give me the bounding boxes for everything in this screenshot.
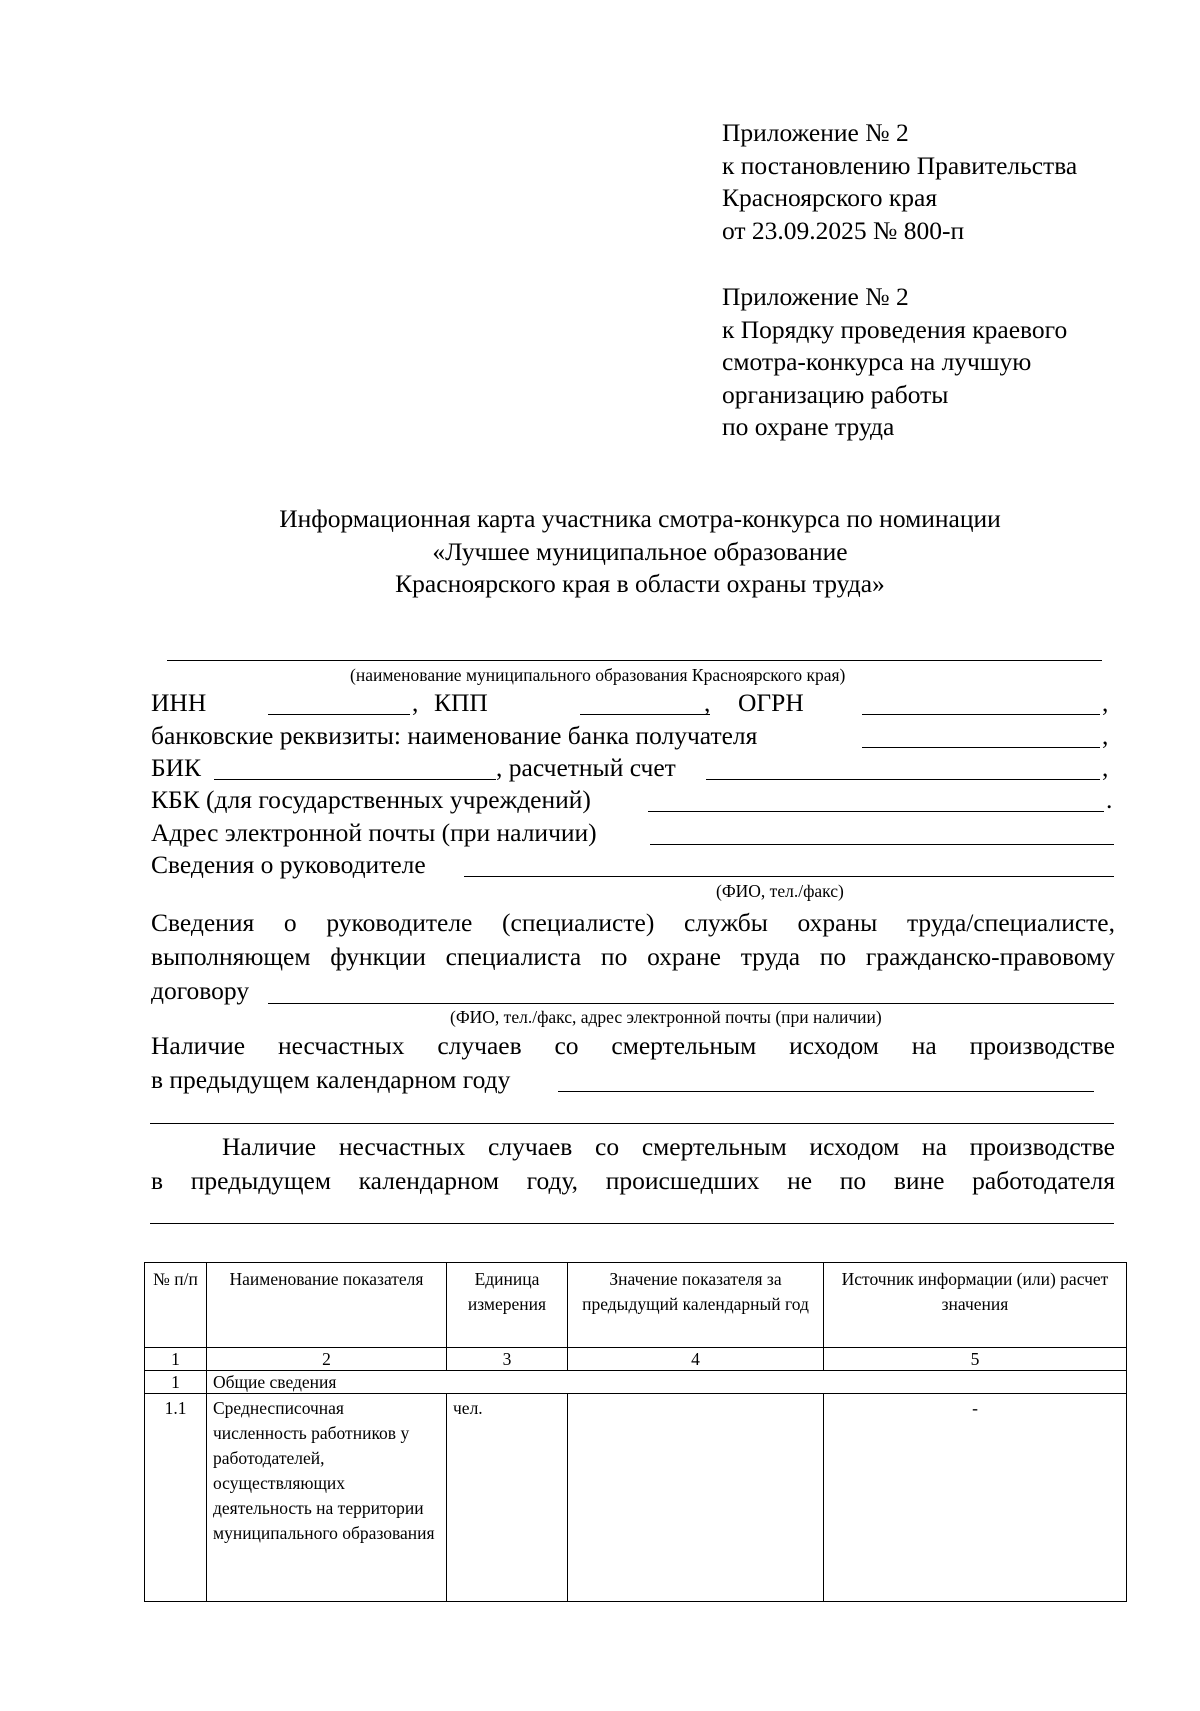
appendix-line: к Порядку проведения краевого (722, 314, 1068, 344)
column-number: 2 (207, 1348, 447, 1371)
comma: , (1102, 721, 1109, 750)
bik-label: БИК (151, 753, 202, 782)
section-title: Общие сведения (207, 1371, 1127, 1394)
appendix-procedure-block (722, 281, 1067, 444)
column-numbers-row (145, 1348, 1127, 1371)
fatal-accidents-field[interactable] (558, 1091, 1094, 1092)
kpp-label: КПП (434, 688, 488, 717)
kpp-field[interactable] (580, 714, 710, 715)
row-value-cell[interactable] (568, 1394, 824, 1602)
bank-name-field[interactable] (862, 747, 1100, 748)
account-label: , расчетный счет (496, 753, 676, 782)
specialist-field[interactable] (268, 1003, 1114, 1004)
appendix-line: от 23.09.2025 № 800-п (722, 215, 965, 245)
fatal-accidents-line: в предыдущем календарном году (151, 1065, 511, 1094)
appendix-line: смотра-конкурса на лучшую (722, 347, 1032, 376)
header-value: Значение показателя за предыдущий календарный год (568, 1263, 824, 1348)
title-line: «Лучшее муниципальное образование (432, 536, 848, 566)
kbk-label: КБК (для государственных учреждений) (151, 785, 591, 814)
table-header-row (145, 1263, 1127, 1348)
row-unit: чел. (447, 1394, 568, 1602)
column-number: 5 (824, 1348, 1127, 1371)
fatal-nofault-line: в предыдущем календарном году, происшедших не по вине работодателя (151, 1166, 1115, 1195)
section-row (145, 1371, 1127, 1394)
column-number: 1 (145, 1348, 207, 1371)
appendix-line: к постановлению Правительства (722, 150, 1078, 180)
fatal-nofault-line: Наличие несчастных случаев со смертельным исходом на производстве (222, 1132, 1115, 1161)
specialist-line: договору (151, 976, 250, 1005)
head-caption: (ФИО, тел./факс) (716, 881, 844, 901)
section-number: 1 (145, 1371, 207, 1394)
row-indicator-name: Среднесписочная численность работников у работодателей, осуществляющих деятельность на территории муниципального образования (207, 1394, 447, 1602)
comma: , (704, 688, 711, 717)
document-title (150, 503, 1130, 601)
inn-label: ИНН (151, 688, 207, 717)
municipality-caption: (наименование муниципального образования Красноярского края) (350, 665, 846, 685)
appendix-line: Приложение № 2 (722, 282, 909, 311)
comma: , (412, 688, 419, 717)
specialist-line: Сведения о руководителе (специалисте) службы охраны труда/специалисте, (151, 908, 1115, 937)
head-label: Сведения о руководителе (151, 850, 426, 879)
ogrn-label: ОГРН (738, 688, 804, 717)
email-field[interactable] (650, 844, 1114, 845)
inn-field[interactable] (268, 714, 410, 715)
municipality-name-field[interactable] (167, 660, 1102, 661)
period: . (1106, 785, 1113, 814)
ogrn-field[interactable] (862, 714, 1100, 715)
email-label: Адрес электронной почты (при наличии) (151, 818, 597, 847)
header-source: Источник информации (или) расчет значения (824, 1263, 1127, 1348)
fatal-accidents-line: Наличие несчастных случаев со смертельным исходом на производстве (151, 1031, 1115, 1060)
comma: , (1102, 688, 1109, 717)
fatal-nofault-field[interactable] (150, 1223, 1114, 1224)
row-source: - (824, 1394, 1127, 1602)
appendix-line: Красноярского края (722, 183, 938, 212)
specialist-caption: (ФИО, тел./факс, адрес электронной почты (при наличии) (450, 1007, 882, 1027)
row-number: 1.1 (145, 1394, 207, 1602)
bik-field[interactable] (214, 779, 496, 780)
kbk-field[interactable] (648, 811, 1104, 812)
header-unit: Единица измерения (447, 1263, 568, 1348)
appendix-line: по охране труда (722, 412, 895, 441)
header-indicator-name: Наименование показателя (207, 1263, 447, 1348)
appendix-resolution-block (722, 117, 1077, 247)
title-line: Информационная карта участника смотра-конкурса по номинации (279, 504, 1001, 533)
appendix-line: Приложение № 2 (722, 118, 909, 147)
head-field[interactable] (464, 876, 1114, 877)
specialist-line: выполняющем функции специалиста по охране труда по гражданско-правовому (151, 942, 1115, 971)
column-number: 3 (447, 1348, 568, 1371)
bank-label: банковские реквизиты: наименование банка получателя (151, 721, 758, 750)
appendix-line: организацию работы (722, 379, 949, 409)
comma: , (1102, 753, 1109, 782)
column-number: 4 (568, 1348, 824, 1371)
indicators-table (144, 1262, 1127, 1602)
account-field[interactable] (706, 779, 1100, 780)
header-number: № п/п (145, 1263, 207, 1348)
title-line: Красноярского края в области охраны труда» (395, 569, 885, 598)
fatal-accidents-field-continued[interactable] (150, 1123, 1114, 1124)
table-row (145, 1394, 1127, 1602)
